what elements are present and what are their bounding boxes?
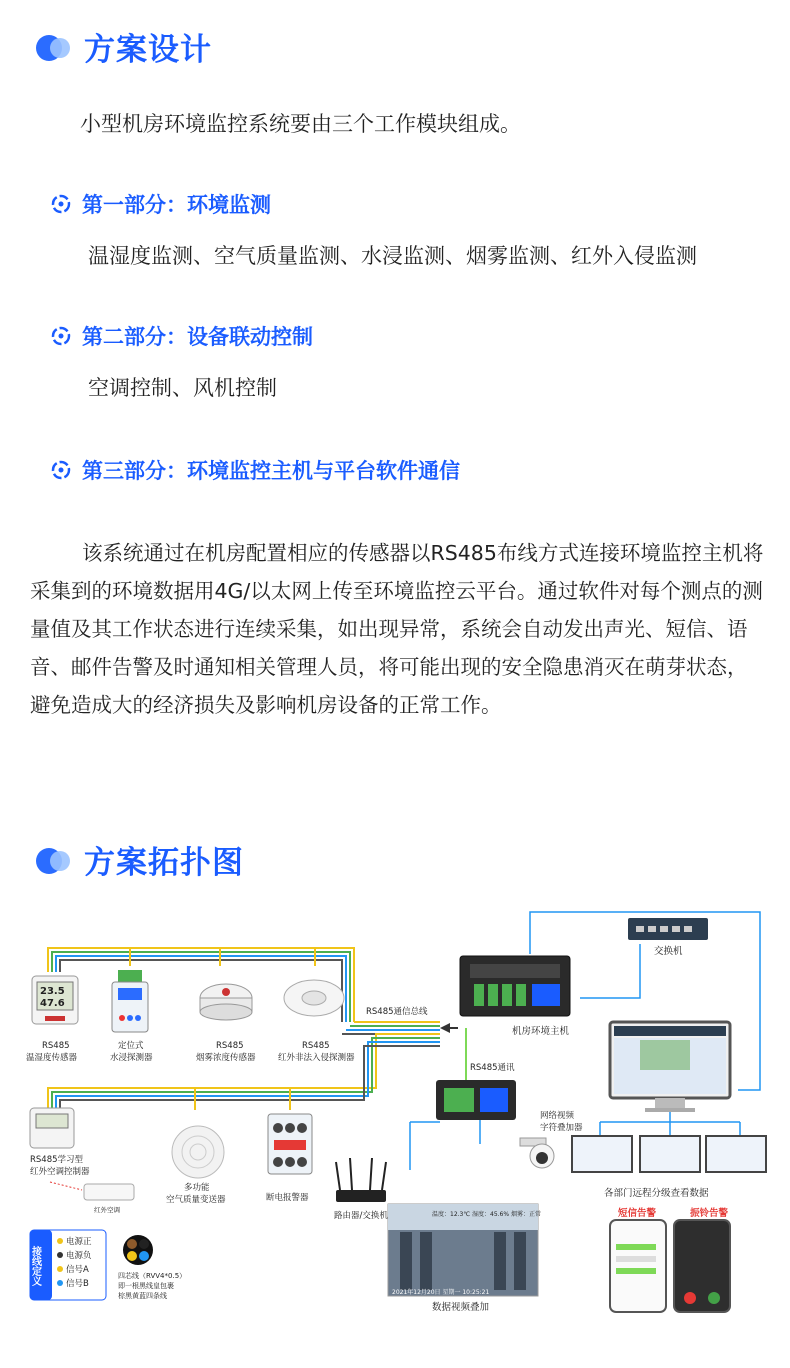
cable-icon bbox=[123, 1235, 153, 1265]
smoke-label-1: RS485 bbox=[216, 1041, 244, 1051]
ac-label: 红外空调 bbox=[94, 1206, 120, 1214]
section-title-design bbox=[36, 24, 212, 69]
th-sensor-label-2: 温湿度传感器 bbox=[26, 1053, 78, 1063]
network-switch bbox=[628, 918, 708, 940]
rs485-comm-label: RS485通讯 bbox=[470, 1063, 515, 1073]
phone-call bbox=[674, 1220, 730, 1312]
wiring-title: 接线定义 bbox=[29, 1246, 41, 1286]
smoke-label-2: 烟雾浓度传感器 bbox=[196, 1053, 256, 1063]
video-overlay-device bbox=[436, 1080, 516, 1120]
infrared-label-2: 红外非法入侵探测器 bbox=[278, 1053, 355, 1063]
call-label: 振铃告警 bbox=[690, 1208, 729, 1219]
part-1-desc: 温湿度监测、空气质量监测、水浸监测、烟雾监测、红外入侵监测 bbox=[88, 244, 697, 268]
part-2-desc: 空调控制、风机控制 bbox=[88, 376, 277, 400]
topology-diagram bbox=[0, 900, 790, 1365]
wiring-legend bbox=[30, 1230, 107, 1300]
host-label: 机房环境主机 bbox=[512, 1026, 570, 1037]
infrared-label-1: RS485 bbox=[302, 1041, 330, 1051]
dome-camera bbox=[520, 1138, 554, 1168]
temp-humidity-sensor bbox=[32, 976, 78, 1024]
cable-label-2: 即一根黑线皇包裹 bbox=[118, 1282, 174, 1290]
cable-label-1: 四芯线（RVV4*0.5） bbox=[118, 1272, 187, 1280]
sensor-reading-2: 47.6 bbox=[40, 998, 65, 1009]
ir-ac-label-1: RS485学习型 bbox=[30, 1155, 84, 1165]
phone-sms bbox=[610, 1220, 666, 1312]
video-overlay-label-2: 字符叠加器 bbox=[540, 1123, 583, 1133]
switch-label: 交换机 bbox=[654, 946, 683, 957]
infrared-detector bbox=[284, 980, 344, 1016]
section-title-text: 方案拓扑图 bbox=[84, 845, 244, 881]
rs485-bus-host bbox=[342, 1022, 440, 1034]
water-label-2: 水浸探测器 bbox=[110, 1053, 153, 1063]
remote-label: 各部门远程分级查看数据 bbox=[604, 1188, 709, 1199]
power-failure-alarm bbox=[268, 1114, 312, 1174]
water-leak-detector bbox=[112, 970, 148, 1032]
intro-text: 小型机房环境监控系统要由三个工作模块组成。 bbox=[80, 112, 521, 136]
sensor-reading-1: 23.5 bbox=[40, 986, 65, 997]
rs485-bus-bottom bbox=[48, 1034, 440, 1110]
bullet-dot-icon bbox=[36, 32, 74, 62]
water-label-1: 定位式 bbox=[118, 1041, 144, 1051]
video-overlay-text-1: 温度：12.3℃ 湿度：45.6% 烟雾：正常 bbox=[432, 1211, 541, 1218]
wiring-item-4: 信号B bbox=[66, 1279, 89, 1289]
part-1-title: 第一部分：环境监测 bbox=[50, 189, 271, 219]
air-conditioner bbox=[50, 1182, 134, 1200]
bullet-dot-icon bbox=[36, 845, 74, 875]
part-2-title: 第二部分：设备联动控制 bbox=[50, 321, 313, 351]
part-3-title: 第三部分：环境监控主机与平台软件通信 bbox=[50, 455, 460, 485]
section-title-text: 方案设计 bbox=[84, 32, 212, 68]
th-sensor-label-1: RS485 bbox=[42, 1041, 70, 1051]
air-label-2: 空气质量变送器 bbox=[166, 1195, 226, 1205]
wiring-item-3: 信号A bbox=[66, 1265, 89, 1275]
monitor bbox=[610, 1022, 730, 1112]
alarm-label: 断电报警器 bbox=[266, 1193, 309, 1203]
ir-ac-controller bbox=[30, 1108, 74, 1148]
sms-label: 短信告警 bbox=[618, 1208, 657, 1219]
ir-ac-label-2: 红外空调控制器 bbox=[30, 1167, 90, 1177]
smoke-detector bbox=[200, 984, 252, 1020]
cable-label-3: 棕黑黄蓝四条线 bbox=[118, 1292, 167, 1300]
video-caption: 数据视频叠加 bbox=[432, 1302, 490, 1313]
data-video-frame bbox=[388, 1204, 541, 1296]
bus-label: RS485通信总线 bbox=[366, 1007, 428, 1017]
flower-icon bbox=[50, 325, 72, 347]
wiring-item-1: 电源正 bbox=[66, 1237, 92, 1247]
environment-host bbox=[460, 956, 570, 1016]
remote-screens bbox=[572, 1136, 766, 1172]
video-overlay-text-2: 2021年12月20日 星期一 10:25:21 bbox=[392, 1289, 490, 1296]
video-overlay-label-1: 网络视频 bbox=[540, 1111, 575, 1121]
flower-icon bbox=[50, 193, 72, 215]
description-paragraph: 该系统通过在机房配置相应的传感器以RS485布线方式连接环境监控主机将采集到的环境数据用4G/以太网上传至环境监控云平台。通过软件对每个测点的测量值及其工作状态进行连续采集，如出现异常，系统会自动发出声光、短信、语音、邮件告警及时通知相关管理人员，将可能出现的安全隐患消灭在萌芽状态，避免造成大的经济损失及影响机房设备的正常工作。 bbox=[30, 541, 764, 717]
section-title-topology bbox=[36, 837, 244, 882]
flower-icon bbox=[50, 459, 72, 481]
air-quality-transmitter bbox=[172, 1126, 224, 1178]
wiring-item-2: 电源负 bbox=[66, 1251, 92, 1261]
air-label-1: 多功能 bbox=[184, 1183, 210, 1193]
router bbox=[336, 1158, 386, 1202]
router-label: 路由器/交换机 bbox=[334, 1211, 388, 1221]
